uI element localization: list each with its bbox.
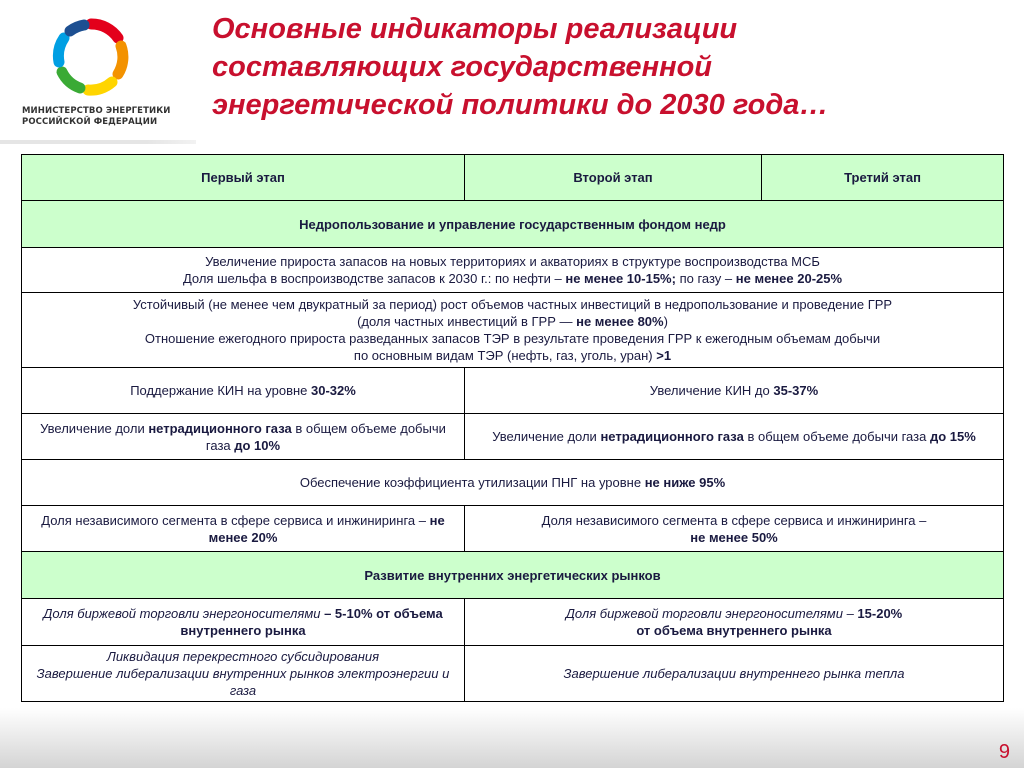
text-part: (доля частных инвестиций в ГРР — [357, 314, 577, 329]
cell-text [471, 605, 997, 622]
cell-gas-stage1 [22, 414, 465, 460]
value-private-share: не менее 80% [576, 314, 664, 329]
table-row [22, 368, 1004, 414]
cell-text: Отношение ежегодного прироста разведанных запасов ТЭР в результате проведения ГРР к ежегодным объемам добычи [144, 331, 881, 346]
table-row [22, 460, 1004, 506]
background-gradient [0, 708, 1024, 768]
text-part: по газу – [675, 271, 736, 286]
cell-service-stage23 [465, 506, 1004, 552]
value-exchange-2: 15-20% [857, 606, 903, 621]
text-part: по основным видам ТЭР (нефть, газ, уголь, уран) [353, 348, 657, 363]
value-gas-1: до 10% [234, 437, 281, 453]
text-part: – [842, 606, 858, 621]
cell-reserves [22, 248, 1004, 293]
value-oil: не менее 10-15%; [565, 271, 676, 286]
cell-text: Завершение либерализации внутренних рынков электроэнергии и газа [36, 666, 450, 698]
table-row [22, 414, 1004, 460]
ministry-emblem-icon [52, 16, 130, 100]
value-service-2: не менее 50% [690, 529, 778, 545]
table-header-row [22, 155, 1004, 201]
text-bold: нетрадиционного газа [600, 429, 744, 444]
page-title: Основные индикаторы реализации составляющих государственной энергетической политики до 2030 года… [212, 13, 829, 121]
value-exchange-1: – 5-10% от объема внутреннего рынка [180, 606, 443, 638]
table-row [22, 248, 1004, 293]
value-service-1: не менее 20% [208, 512, 445, 545]
text-part: Увеличение КИН до [649, 383, 774, 398]
value-png: не ниже 95% [644, 475, 726, 490]
table-row [22, 506, 1004, 552]
cell-gas-stage23 [465, 414, 1004, 460]
indicators-table [21, 154, 1004, 702]
cell-text [28, 270, 997, 287]
ministry-logo [0, 12, 200, 140]
cell-liberal-stage23: Завершение либерализации внутреннего рынка тепла [465, 646, 1004, 702]
table-row [22, 599, 1004, 646]
cell-kin-stage1 [22, 368, 465, 414]
cell-text: Устойчивый (не менее чем двукратный за период) рост объемов частных инвестиций в недропользование и проведение ГРР [132, 297, 893, 312]
text-bold: нетрадиционного газа [148, 420, 292, 436]
header-stage-3: Третий этап [762, 155, 1004, 201]
section-title-markets: Развитие внутренних энергетических рынков [22, 552, 1004, 599]
value-kin-1: 30-32% [311, 383, 356, 398]
header-stage-2: Второй этап [465, 155, 762, 201]
section-row-markets [22, 552, 1004, 599]
cell-text: Доля независимого сегмента в сфере сервиса и инжиниринга – [541, 512, 927, 528]
text-part: Доля независимого сегмента в сфере сервиса и инжиниринга – [41, 512, 430, 528]
cell-text: от объема внутреннего рынка [636, 623, 832, 638]
cell-text [28, 313, 997, 330]
text-part: Поддержание КИН на уровне [130, 383, 311, 398]
cell-exchange-stage23 [465, 599, 1004, 646]
cell-exchange-stage1 [22, 599, 465, 646]
page-number: 9 [998, 741, 1010, 763]
text-part: Доля шельфа в воспроизводстве запасов к 2030 г.: по нефти – [182, 271, 566, 286]
cell-png [22, 460, 1004, 506]
text-part: в общем объеме добычи газа [205, 420, 446, 453]
value-ratio: >1 [656, 348, 672, 363]
value-kin-2: 35-37% [773, 383, 819, 398]
cell-text: Ликвидация перекрестного субсидирования [106, 649, 380, 664]
text-part: Увеличение доли [492, 429, 601, 444]
section-title-nedra: Недропользование и управление государственным фондом недр [22, 201, 1004, 248]
section-row-nedra [22, 201, 1004, 248]
value-gas: не менее 20-25% [735, 271, 843, 286]
text-part: в общем объеме добычи газа [743, 429, 930, 444]
ministry-name-line2: РОССИЙСКОЙ ФЕДЕРАЦИИ [22, 117, 158, 127]
cell-text: Увеличение прироста запасов на новых территориях и акваториях в структуре воспроизводства МСБ [205, 254, 820, 269]
value-gas-2: до 15% [929, 429, 976, 444]
table-row [22, 293, 1004, 368]
cell-service-stage1 [22, 506, 465, 552]
cell-text [28, 347, 997, 364]
table-row [22, 646, 1004, 702]
text-part: ) [663, 314, 668, 329]
text-italic: Доля биржевой торговли энергоносителями [565, 606, 843, 621]
cell-kin-stage23 [465, 368, 1004, 414]
cell-investments [22, 293, 1004, 368]
text-italic: Доля биржевой торговли энергоносителями [43, 606, 321, 621]
text-part: Обеспечение коэффициента утилизации ПНГ на уровне [299, 475, 645, 490]
cell-liberal-stage1 [22, 646, 465, 702]
logo-underline [0, 140, 196, 144]
header-stage-1: Первый этап [22, 155, 465, 201]
text-part: Увеличение доли [40, 420, 149, 436]
ministry-name [22, 106, 170, 128]
ministry-name-line1: МИНИСТЕРСТВО ЭНЕРГЕТИКИ [22, 106, 171, 116]
